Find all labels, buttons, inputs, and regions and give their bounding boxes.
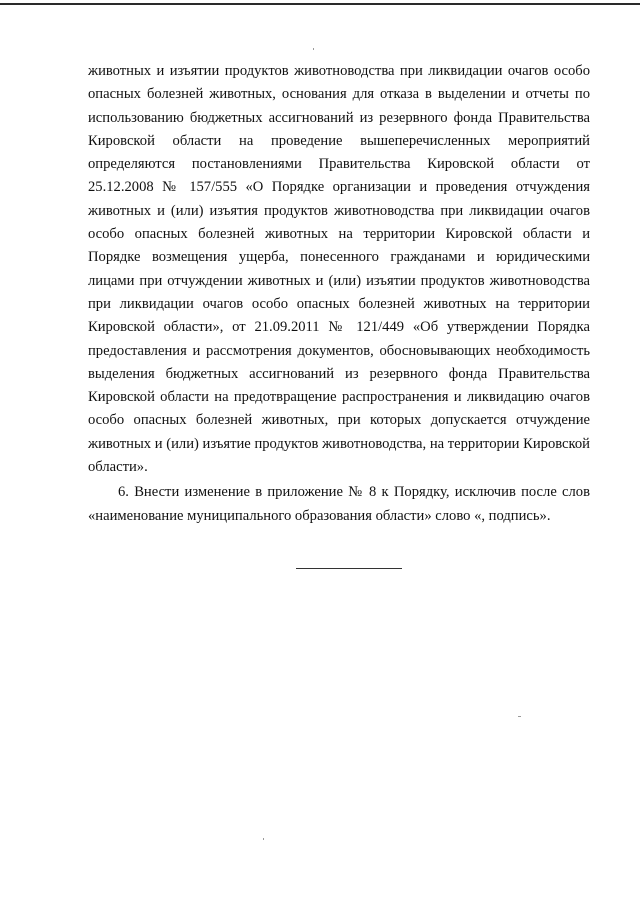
document-body [88, 60, 590, 528]
scan-speck [518, 716, 521, 717]
paragraph-item-6: 6. Внести изменение в приложение № 8 к Порядку, исключив после слов «наименование муниципального образования области» слово «, подпись». [88, 484, 590, 524]
scan-speck [263, 838, 264, 840]
paragraph-continuation: животных и изъятии продуктов животноводства при ликвидации очагов особо опасных болезней животных, основания для отказа в выделении и отчеты по использованию бюджетных ассигнований из резервного фонда Правительства Кировской области на проведение вышеперечисленных мероприятий определяются постановлениями Правительства Кировской области от 25.12.2008 № 157/555 «О Порядке организации и проведения отчуждения животных и (или) изъятия продуктов животноводства при ликвидации очагов особо опасных болезней животных на территории Кировской области и Порядке возмещения ущерба, понесенного гражданами и юридическими лицами при отчуждении животных и (или) изъятии продуктов животноводства при ликвидации очагов особо опасных болезней животных на территории Кировской области», от 21.09.2011 № 121/449 «Об утверждении Порядка предоставления и рассмотрения документов, обосновывающих необходимость выделения бюджетных ассигнований из резервного фонда Правительства Кировской области на предотвращение распространения и ликвидацию очагов особо опасных болезней животных, при которых допускается отчуждение животных и (или) изъятие продуктов животноводства, на территории Кировской области». [88, 63, 590, 476]
end-of-text-line [296, 568, 402, 569]
top-edge-line [0, 3, 640, 5]
scan-speck [313, 48, 314, 50]
